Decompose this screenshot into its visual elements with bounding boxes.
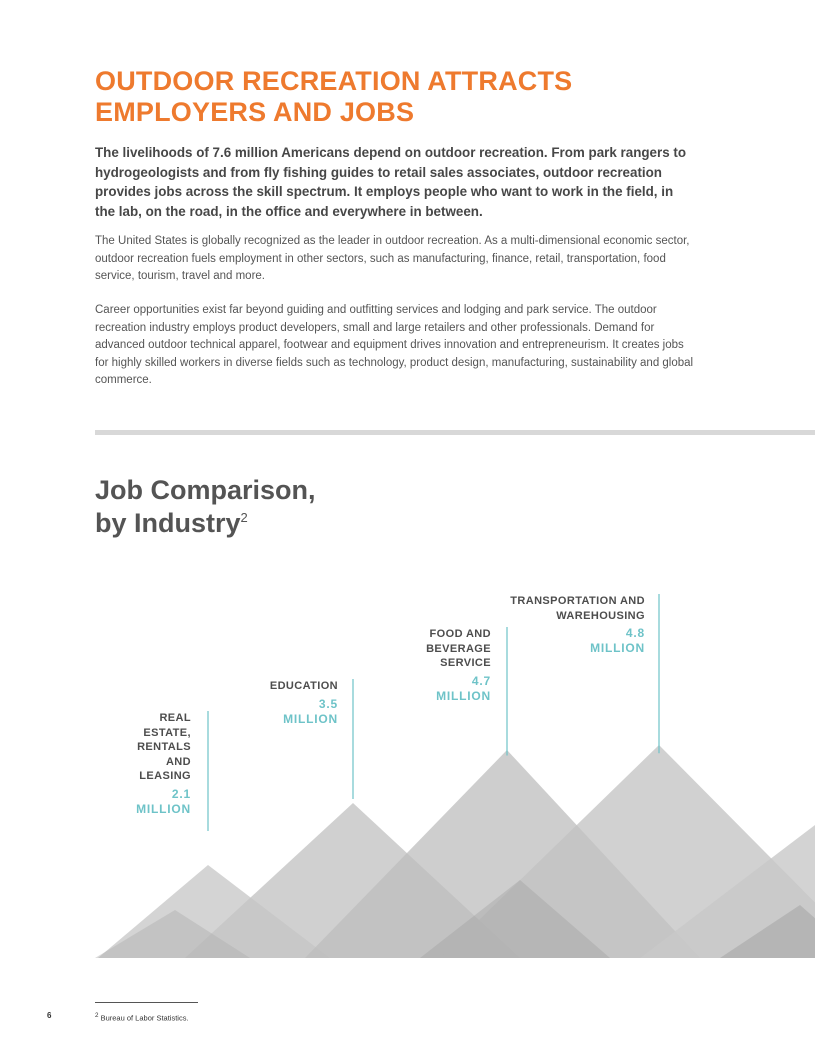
chart-unit-label: MILLION [590,641,645,655]
chart-category-text: AND [165,755,191,768]
chart-label-education [270,679,338,727]
footnote-divider [95,1002,198,1003]
chart-title-line-1: Job Comparison, [95,475,316,505]
intro-lead: The livelihoods of 7.6 million Americans depend on outdoor recreation. From park rangers to hydrogeologists and from fly fishing guides to retail sales associates, outdoor recreation provides jobs across the skill spectrum. It employs people who want to work in the field, in the lab, on the road, in the office and everywhere in between. [95,145,687,219]
chart-unit-label: MILLION [136,801,191,816]
chart-label-food-beverage [426,627,491,704]
chart-unit-label: MILLION [436,688,491,703]
headline-line-2: EMPLOYERS AND JOBS [95,97,415,127]
chart-value-label: 4.7 [471,673,491,688]
footnote-text: Bureau of Labor Statistics. [100,1013,189,1023]
chart-category-text: FOOD AND [429,628,491,640]
chart-category-text: TRANSPORTATION AND [510,595,645,607]
chart-category-text: RENTALS [137,741,191,753]
chart-unit-label: MILLION [283,711,338,726]
chart-category-text: REAL [159,712,191,724]
footnote [95,1012,189,1023]
mountain-shapes [95,745,815,958]
chart-value-label: 2.1 [171,786,191,801]
chart-value-label: 3.5 [318,696,338,711]
intro-paragraph-2: Career opportunities exist far beyond guiding and outfitting services and lodging and park service. The outdoor recreation industry employs product developers, small and large retailers and other professionals. Demand for advanced outdoor technical apparel, footwear and equipment drives innovation and entrepreneurism. It creates jobs for highly skilled workers in diverse fields such as technology, product design, manufacturing, sustainability and global commerce. [95,304,694,386]
chart-category-text: EDUCATION [269,680,338,692]
chart-category-text: SERVICE [440,657,491,669]
chart-title-line-2: by Industry [95,508,241,538]
chart-category-text: BEVERAGE [426,642,491,655]
page-number: 6 [47,1011,52,1020]
intro-paragraph-1: The United States is globally recognized as the leader in outdoor recreation. As a multi-dimensional economic sector, outdoor recreation fuels employment in other sectors, such as manufacturing, finance, retail, transportation, food service, tourism, travel and more. [95,235,690,282]
chart-category-text: ESTATE, [143,726,191,739]
chart-category-text: WAREHOUSING [556,609,645,622]
chart-category-text: LEASING [139,770,191,782]
headline-line-1: OUTDOOR RECREATION ATTRACTS [95,66,573,96]
chart-label-real-estate [136,711,191,817]
chart-title-footnote-marker: 2 [240,510,248,525]
chart-value-label: 4.8 [625,626,645,640]
chart-label-transportation [510,594,645,656]
footnote-marker: 2 [95,1012,99,1019]
